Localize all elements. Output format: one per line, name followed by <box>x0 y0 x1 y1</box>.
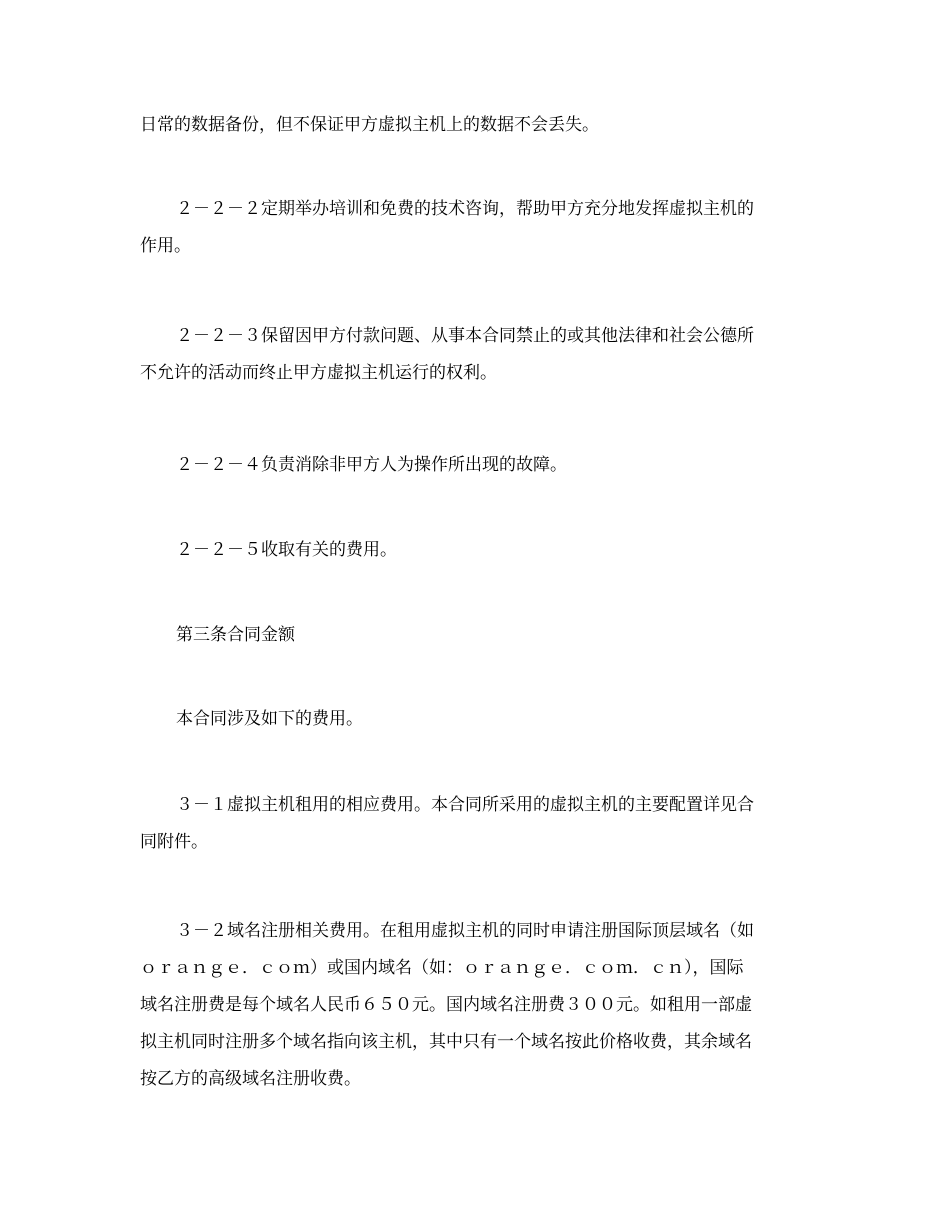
text-line: ２－２－５收取有关的费用。 <box>176 540 397 560</box>
text-line: ２－２－４负责消除非甲方人为操作所出现的故障。 <box>176 455 567 475</box>
paragraph-clause-3-1 <box>140 787 812 861</box>
section-heading-article-3 <box>140 617 812 654</box>
paragraph-clause-2-2-4 <box>140 447 812 484</box>
text-line: 作用。 <box>140 236 191 256</box>
text-line: 本合同涉及如下的费用。 <box>176 709 363 729</box>
paragraph-clause-2-2-5 <box>140 532 812 569</box>
paragraph-backup-note <box>140 107 812 144</box>
text-line: ３－２域名注册相关费用。在租用虚拟主机的同时申请注册国际顶层域名（如 <box>176 921 754 941</box>
paragraph-clause-2-2-2 <box>140 191 812 265</box>
text-line: 第三条合同金额 <box>176 625 295 645</box>
text-line: 按乙方的高级域名注册收费。 <box>140 1069 361 1089</box>
paragraph-fees-intro <box>140 701 812 738</box>
text-line: 不允许的活动而终止甲方虚拟主机运行的权利。 <box>140 363 497 383</box>
paragraph-clause-2-2-3 <box>140 318 812 392</box>
text-line: 域名注册费是每个域名人民币６５０元。国内域名注册费３００元。如租用一部虚 <box>140 995 752 1015</box>
text-line: 同附件。 <box>140 832 208 852</box>
text-line: ｏｒａｎｇｅ．ｃｏｍ）或国内域名（如：ｏｒａｎｇｅ．ｃｏｍ．ｃｎ），国际 <box>140 958 744 978</box>
text-line: ２－２－２定期举办培训和免费的技术咨询，帮助甲方充分地发挥虚拟主机的 <box>176 199 754 219</box>
text-line: ２－２－３保留因甲方付款问题、从事本合同禁止的或其他法律和社会公德所 <box>176 326 754 346</box>
text-line: ３－１虚拟主机租用的相应费用。本合同所采用的虚拟主机的主要配置详见合 <box>176 795 754 815</box>
text-line: 日常的数据备份，但不保证甲方虚拟主机上的数据不会丢失。 <box>140 115 599 135</box>
paragraph-clause-3-2 <box>140 913 812 1098</box>
text-line: 拟主机同时注册多个域名指向该主机，其中只有一个域名按此价格收费，其余域名 <box>140 1032 752 1052</box>
